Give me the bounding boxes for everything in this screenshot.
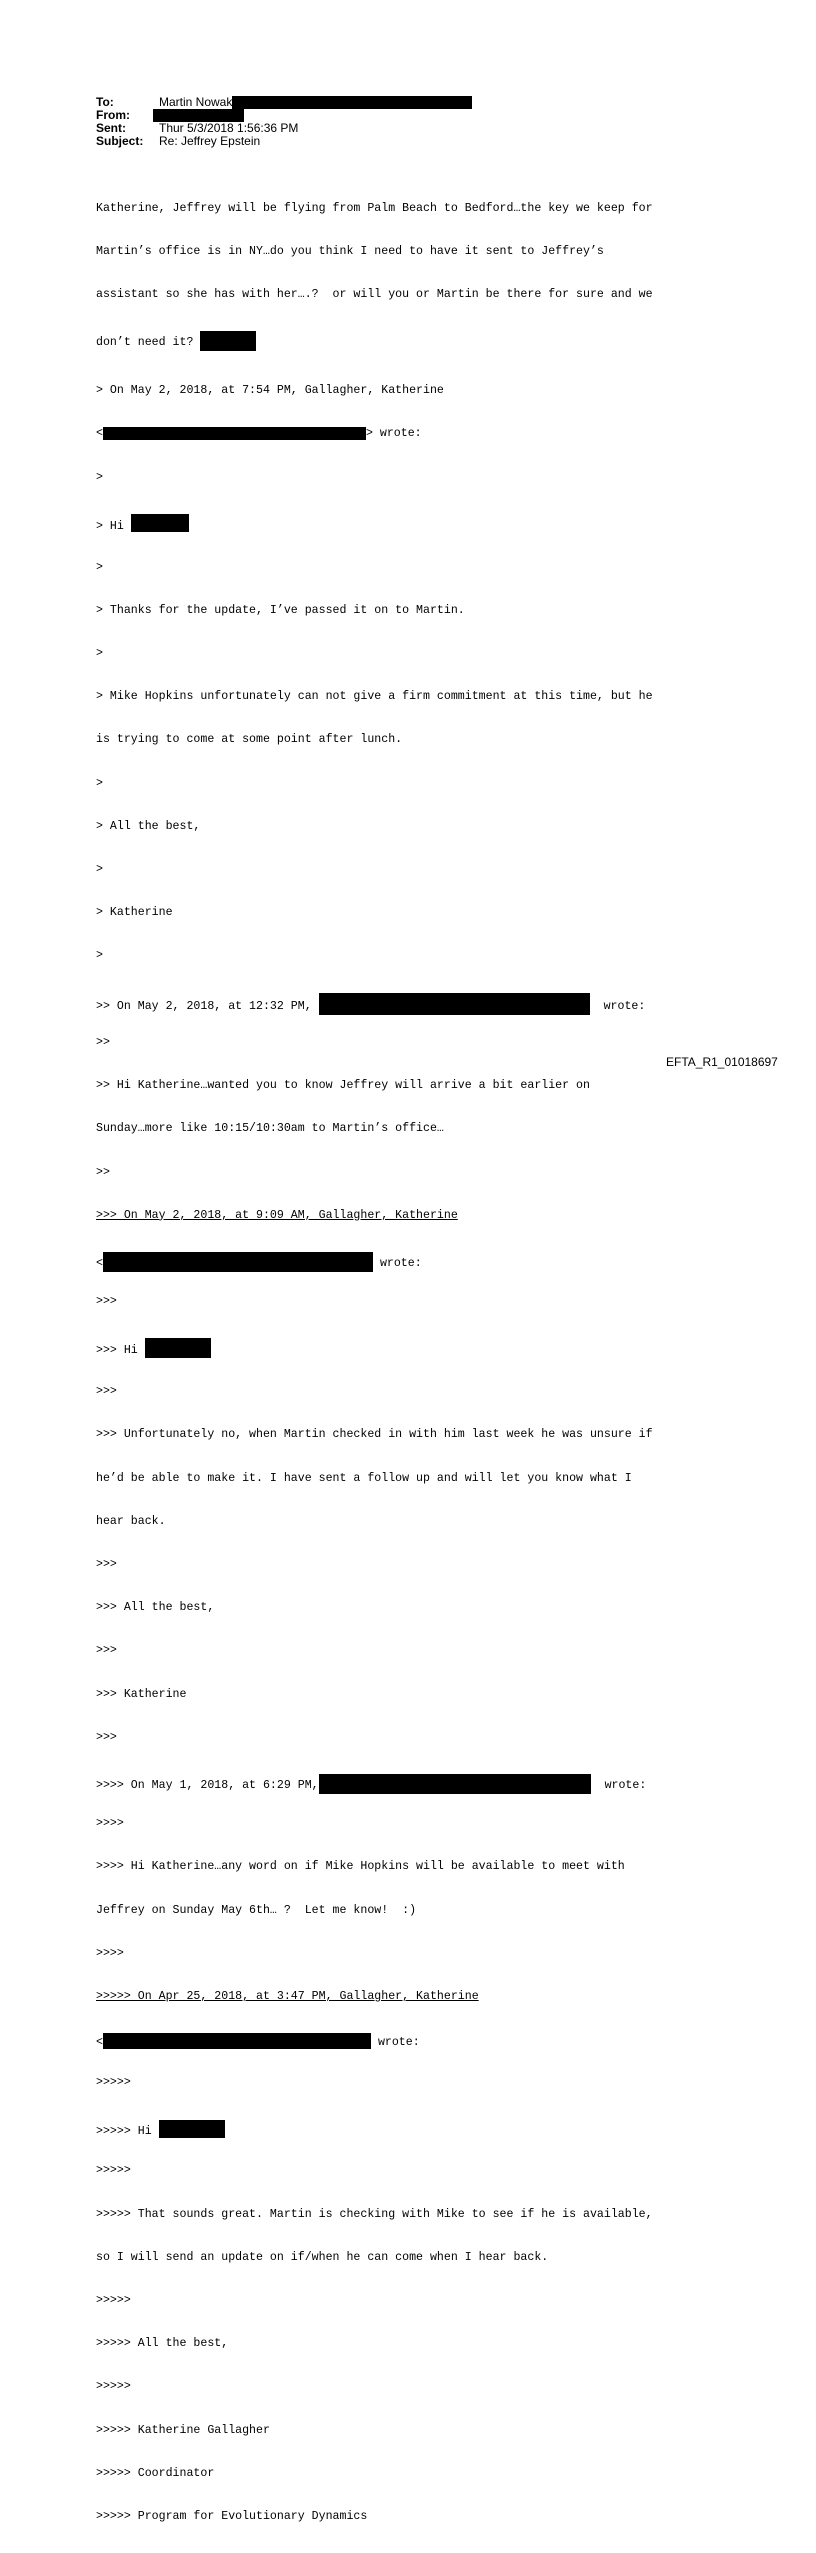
quote-text: > wrote:: [365, 427, 422, 441]
subject-value: Re: Jeffrey Epstein: [159, 134, 261, 148]
quote-line: [96, 1338, 726, 1356]
quote-line: [96, 1252, 726, 1270]
subject-label: Subject:: [96, 134, 144, 148]
quote-line: >>>: [96, 1730, 117, 1744]
quote-line: >>>>: [96, 1946, 124, 1960]
email-body: [96, 173, 726, 2553]
quote-text: <: [96, 2036, 103, 2050]
quote-line: hear back.: [96, 1514, 166, 1528]
quote-line: >>>: [96, 1644, 117, 1658]
quote-line: >>>: [96, 1385, 117, 1399]
quote-line: > All the best,: [96, 819, 201, 833]
quote-line: >>>>> Coordinator: [96, 2466, 215, 2480]
body-line: [96, 331, 726, 351]
quote-line: > Katherine: [96, 906, 173, 920]
quote-line: > On May 2, 2018, at 7:54 PM, Gallagher, Katherine: [96, 384, 444, 398]
quote-text: >> On May 2, 2018, at 12:32 PM,: [96, 999, 312, 1013]
quote-line: >: [96, 863, 103, 877]
redaction-box: [319, 993, 590, 1015]
quote-line: >>> Katherine: [96, 1687, 187, 1701]
quote-text: wrote:: [377, 2036, 420, 2050]
quote-line: >>> Unfortunately no, when Martin checked in with him last week he was unsure if: [96, 1428, 653, 1442]
quote-line: [96, 427, 726, 441]
body-text: don’t need it?: [96, 336, 194, 350]
body-line: Martin’s office is in NY…do you think I need to have it sent to Jeffrey’s: [96, 245, 604, 259]
quote-line: >>: [96, 1035, 110, 1049]
redaction-box: [131, 514, 189, 532]
quote-line: >>>> Hi Katherine…any word on if Mike Hopkins will be available to meet with: [96, 1860, 625, 1874]
quote-line: Jeffrey on Sunday May 6th… ? Let me know! :): [96, 1903, 417, 1917]
quote-line: >>>>>: [96, 2294, 131, 2307]
to-row: [96, 96, 716, 109]
quote-text: wrote:: [603, 999, 646, 1013]
to-name: Martin Nowak: [159, 95, 233, 109]
quote-line: > Mike Hopkins unfortunately can not give a firm commitment at this time, but he: [96, 690, 653, 704]
quote-line: >>>>> Katherine Gallagher: [96, 2423, 270, 2437]
quote-line: >: [96, 949, 103, 963]
redaction-box: [103, 427, 366, 440]
quote-text: >>>>> Hi: [96, 2124, 152, 2138]
quote-line: > Thanks for the update, I’ve passed it on to Martin.: [96, 603, 465, 617]
quote-line: so I will send an update on if/when he can come when I hear back.: [96, 2250, 549, 2264]
quote-text: <: [96, 1256, 103, 1270]
quote-line: [96, 1774, 726, 1792]
subject-row: [96, 135, 716, 148]
quote-line: [96, 514, 726, 532]
quote-line: [96, 2033, 726, 2050]
quote-text: >>>> On May 1, 2018, at 6:29 PM,: [96, 1778, 319, 1792]
redaction-box: [103, 1252, 373, 1272]
quote-line: >>>>>: [96, 2076, 131, 2090]
quote-text: >>> Hi: [96, 1344, 138, 1358]
quote-line: >>>>> That sounds great. Martin is checking with Mike to see if he is available,: [96, 2207, 653, 2221]
quote-line: >: [96, 776, 103, 790]
quote-line: >> Hi Katherine…wanted you to know Jeffrey will arrive a bit earlier on: [96, 1079, 590, 1093]
quote-line: >>: [96, 1165, 110, 1179]
redaction-box: [232, 96, 472, 109]
quote-line: >>>>> On Apr 25, 2018, at 3:47 PM, Gallagher, Katherine: [96, 1989, 479, 2003]
quote-line: is trying to come at some point after lunch.: [96, 733, 403, 747]
redaction-box: [103, 2033, 371, 2049]
quote-line: [96, 993, 726, 1013]
quote-line: >>>>> Program for Evolutionary Dynamics: [96, 2510, 368, 2524]
from-label: From:: [96, 108, 130, 122]
quote-line: >>>>> All the best,: [96, 2337, 229, 2351]
quote-line: >: [96, 647, 103, 661]
body-line: Katherine, Jeffrey will be flying from Palm Beach to Bedford…the key we keep for: [96, 201, 653, 215]
redaction-box: [319, 1774, 591, 1794]
quote-line: [96, 2120, 726, 2136]
quote-line: >>>: [96, 1295, 117, 1309]
quote-line: >>>>>: [96, 2380, 131, 2394]
quote-text: wrote:: [379, 1256, 422, 1270]
quote-line: >: [96, 470, 103, 484]
quote-text: > Hi: [96, 519, 124, 533]
quote-line: >>>: [96, 1557, 117, 1571]
quote-line: >>>>>: [96, 2164, 131, 2178]
quote-line: he’d be able to make it. I have sent a follow up and will let you know what I: [96, 1471, 632, 1485]
quote-line: >>>>: [96, 1817, 124, 1831]
quote-line: >>> All the best,: [96, 1601, 215, 1615]
quote-text: <: [96, 427, 103, 441]
redaction-box: [200, 331, 256, 351]
document-id: EFTA_R1_01018697: [666, 1055, 778, 1069]
redaction-box: [145, 1338, 211, 1358]
sent-value: Thur 5/3/2018 1:56:36 PM: [159, 121, 299, 135]
email-header: [96, 96, 716, 148]
quote-line: Sunday…more like 10:15/10:30am to Martin’s office…: [96, 1122, 444, 1136]
redaction-box: [159, 2120, 225, 2138]
to-value: [159, 96, 472, 109]
quote-text: wrote:: [604, 1778, 647, 1792]
sent-label: Sent:: [96, 121, 126, 135]
quote-line: >: [96, 560, 103, 574]
body-line: assistant so she has with her….? or will you or Martin be there for sure and we: [96, 288, 653, 302]
quote-line: >>> On May 2, 2018, at 9:09 AM, Gallagher, Katherine: [96, 1208, 458, 1222]
to-label: To:: [96, 95, 114, 109]
